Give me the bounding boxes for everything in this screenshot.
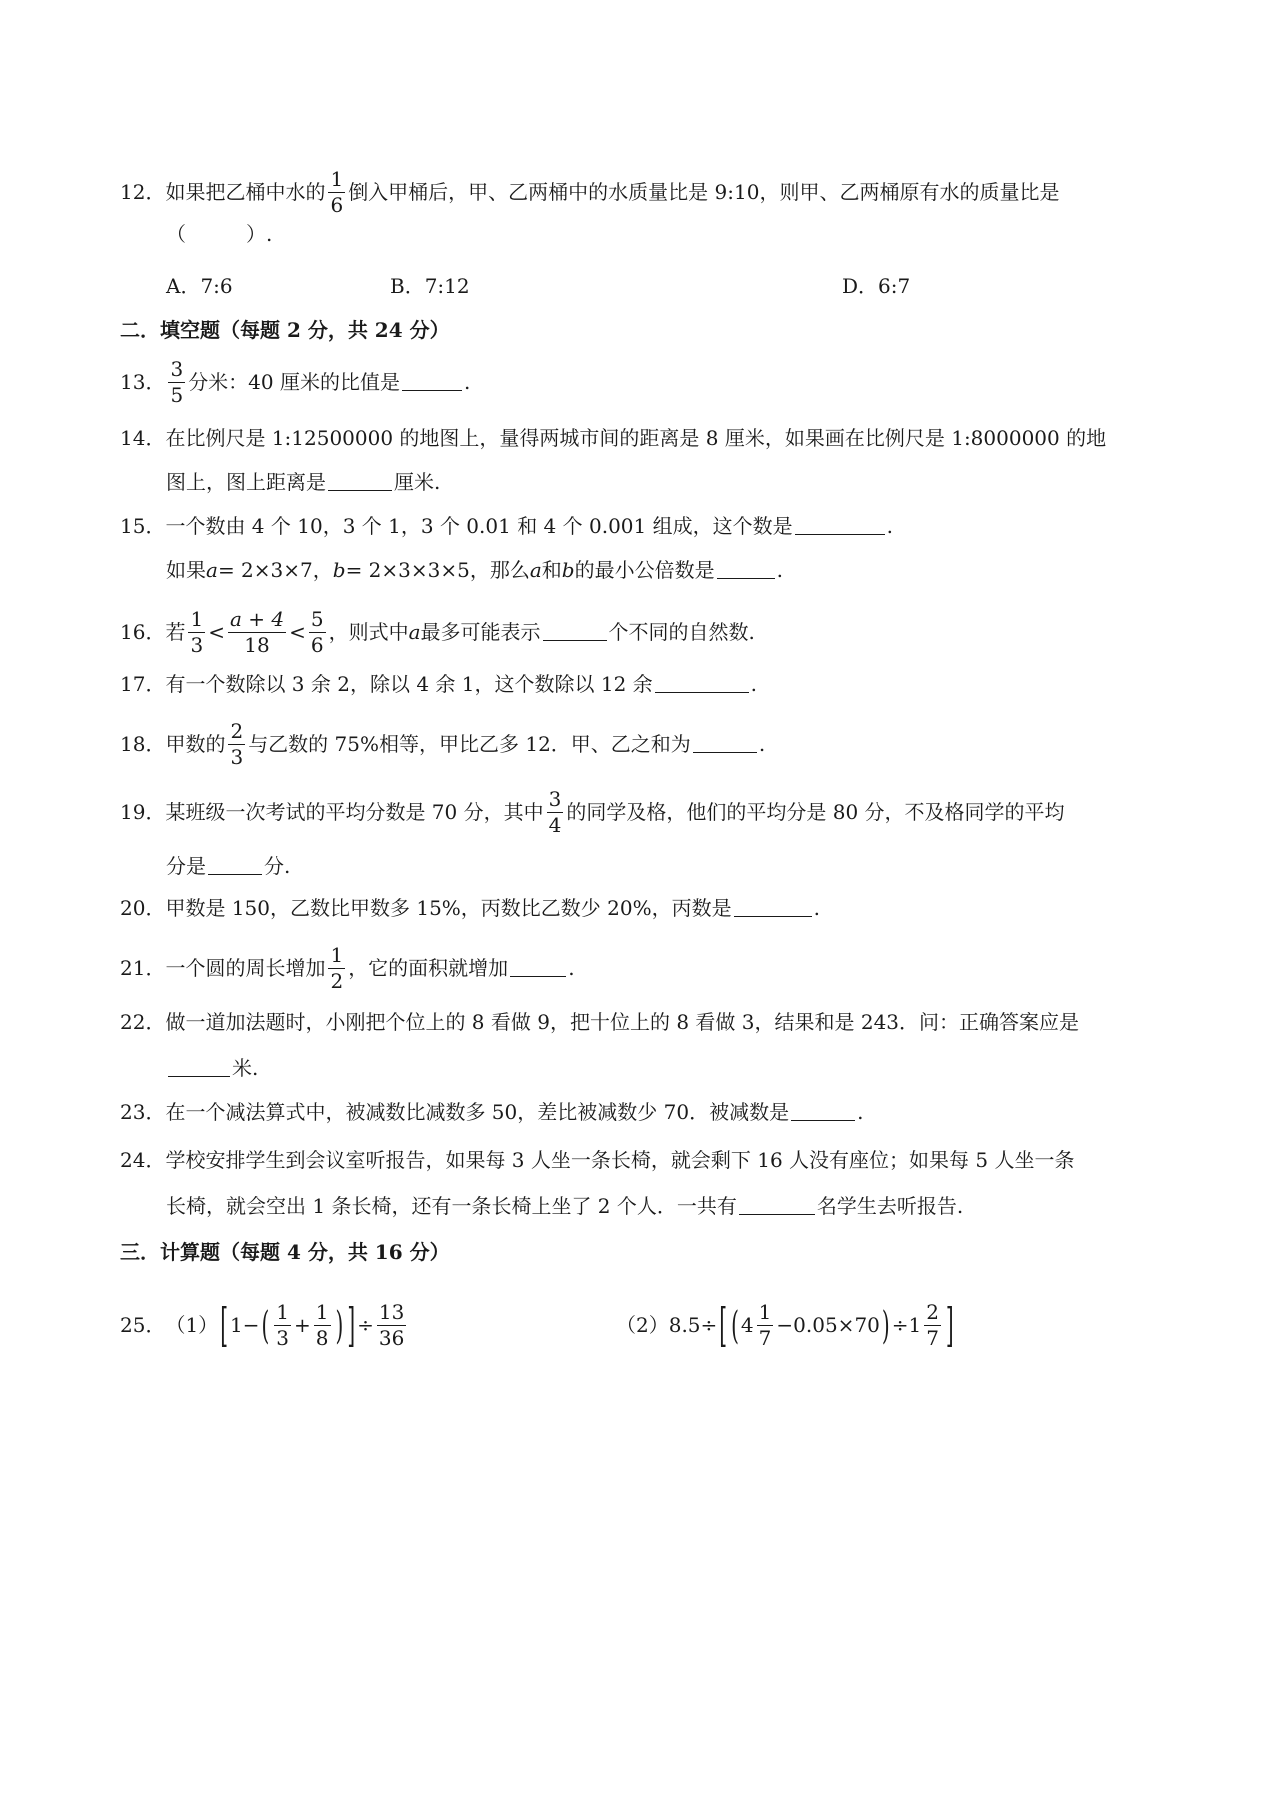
question-13 xyxy=(120,350,470,414)
question-text: ，它的面积就增加 xyxy=(348,956,509,980)
question-text: 如果 xyxy=(166,558,206,582)
fraction xyxy=(924,1299,941,1350)
numerator: 1 xyxy=(276,1299,290,1324)
question-number: 19． xyxy=(120,800,166,824)
question-end: . xyxy=(886,514,893,538)
answer-blank[interactable] xyxy=(655,691,749,693)
denominator: 3 xyxy=(276,1325,290,1350)
equation-b: = 2×3×3×5，那么 xyxy=(345,558,530,582)
question-text: 在一个减法算式中，被减数比减数多 50，差比被减数少 70．被减数是 xyxy=(165,1100,790,1124)
variable-a: a xyxy=(206,558,218,582)
question-text: 在比例尺是 1:12500000 的地图上，量得两城市间的距离是 8 厘米，如果画在比例尺是 1:8000000 的地 xyxy=(165,426,1107,450)
question-number: 16． xyxy=(120,620,166,644)
question-text: 与乙数的 75%相等，甲比乙多 12．甲、乙之和为 xyxy=(248,732,691,756)
numerator: 3 xyxy=(548,786,562,811)
question-text: 最多可能表示 xyxy=(420,620,541,644)
question-number: 20． xyxy=(120,896,166,920)
section-title: 三．计算题（每题 4 分，共 16 分） xyxy=(120,1240,450,1264)
question-end: . xyxy=(750,672,758,696)
equation-a: = 2×3×7， xyxy=(217,558,333,582)
right-bracket: ] xyxy=(945,1297,954,1353)
answer-blank[interactable] xyxy=(739,1213,815,1215)
question-text: 长椅，就会空出 1 条长椅，还有一条长椅上坐了 2 个人．一共有 xyxy=(166,1194,737,1218)
numerator: 13 xyxy=(378,1299,405,1324)
question-text: 厘米. xyxy=(394,470,441,494)
answer-blank[interactable] xyxy=(791,1119,855,1121)
question-text: 学校安排学生到会议室听报告，如果每 3 人坐一条长椅，就会剩下 16 人没有座位；如果每 5 人坐一条 xyxy=(165,1148,1075,1172)
question-22-line-2 xyxy=(166,1048,258,1088)
question-24 xyxy=(120,1140,1075,1180)
question-number: 23． xyxy=(120,1100,166,1124)
fraction xyxy=(328,942,345,993)
expression: 1− xyxy=(230,1313,260,1337)
question-end: . xyxy=(857,1100,864,1124)
question-number: 12． xyxy=(120,180,166,204)
denominator: 7 xyxy=(758,1325,772,1350)
less-than: < xyxy=(289,620,306,644)
question-number: 17． xyxy=(120,672,166,696)
option-a xyxy=(166,266,233,306)
question-14 xyxy=(120,418,1106,458)
fraction xyxy=(328,166,345,217)
numerator: 1 xyxy=(330,942,344,967)
option-b-text: B．7:12 xyxy=(390,274,470,298)
question-number: 13． xyxy=(120,370,166,394)
denominator: 4 xyxy=(548,812,562,837)
numerator: 5 xyxy=(310,606,324,631)
divide-sign: ÷ xyxy=(357,1313,374,1337)
question-15 xyxy=(120,506,893,546)
numerator: 2 xyxy=(926,1299,939,1324)
option-d xyxy=(842,266,910,306)
section-title-fill-in xyxy=(120,310,450,350)
answer-blank[interactable] xyxy=(734,915,812,917)
less-than: < xyxy=(208,620,225,644)
fraction xyxy=(309,606,326,657)
answer-blank[interactable] xyxy=(693,751,757,753)
question-15-line-2 xyxy=(166,550,783,590)
question-number: 22． xyxy=(120,1010,166,1034)
question-text: 甲数是 150，乙数比甲数多 15%，丙数比乙数少 20%，丙数是 xyxy=(165,896,732,920)
section-title: 二．填空题（每题 2 分，共 24 分） xyxy=(120,318,450,342)
question-22 xyxy=(120,1002,1079,1042)
left-bracket: [ xyxy=(719,1297,728,1353)
question-text: 名学生去听报告. xyxy=(816,1194,964,1218)
answer-blank[interactable] xyxy=(543,639,607,641)
numerator: 1 xyxy=(330,166,344,191)
answer-blank[interactable] xyxy=(402,389,462,391)
right-paren: ) xyxy=(335,1302,344,1348)
denominator: 3 xyxy=(190,632,204,657)
question-end: . xyxy=(568,956,575,980)
question-19 xyxy=(120,780,1065,844)
answer-blank[interactable] xyxy=(717,577,775,579)
variable-b: b xyxy=(332,558,346,582)
fraction xyxy=(228,718,245,769)
question-end: . xyxy=(813,896,820,920)
question-text: 个不同的自然数. xyxy=(608,620,755,644)
numerator: 2 xyxy=(230,718,244,743)
variable-a: a xyxy=(408,620,421,644)
question-text: 甲数的 xyxy=(165,732,226,756)
answer-blank[interactable] xyxy=(328,489,392,491)
fraction xyxy=(188,606,205,657)
variable-a: a xyxy=(529,558,542,582)
question-24-line-2 xyxy=(166,1186,963,1226)
expression: −0.05×70 xyxy=(776,1313,880,1337)
question-text: 的最小公倍数是 xyxy=(574,558,715,582)
question-text: 分是 xyxy=(166,854,206,878)
question-text: 分. xyxy=(264,854,291,878)
numerator: 1 xyxy=(758,1299,772,1324)
question-end: . xyxy=(758,732,766,756)
numerator: 1 xyxy=(190,606,204,631)
numerator: a + 4 xyxy=(229,606,285,631)
answer-blank[interactable] xyxy=(208,873,262,875)
variable-b: b xyxy=(561,558,575,582)
denominator: 7 xyxy=(926,1325,939,1350)
fraction xyxy=(274,1299,291,1350)
fraction xyxy=(757,1299,774,1350)
question-16 xyxy=(120,600,755,664)
question-17 xyxy=(120,664,757,704)
section-title-calculation xyxy=(120,1232,450,1272)
fraction xyxy=(228,606,286,657)
left-paren: ( xyxy=(731,1302,739,1348)
question-number: 15． xyxy=(120,514,166,538)
fraction xyxy=(314,1299,331,1350)
fraction xyxy=(168,356,185,407)
question-end: . xyxy=(464,370,471,394)
question-text: 倒入甲桶后，甲、乙两桶中的水质量比是 9:10，则甲、乙两桶原有水的质量比是 xyxy=(348,180,1060,204)
fraction xyxy=(547,786,564,837)
denominator: 3 xyxy=(230,744,244,769)
question-text: 有一个数除以 3 余 2，除以 4 余 1，这个数除以 12 余 xyxy=(165,672,653,696)
question-14-line-2 xyxy=(166,462,440,502)
denominator: 8 xyxy=(315,1325,329,1350)
question-18 xyxy=(120,712,765,776)
option-d-text: D．6:7 xyxy=(842,274,911,298)
question-number: 24． xyxy=(120,1148,166,1172)
denominator: 36 xyxy=(378,1325,405,1350)
question-19-line-2 xyxy=(166,846,290,886)
right-paren: ) xyxy=(881,1302,890,1348)
question-23 xyxy=(120,1092,863,1132)
denominator: 6 xyxy=(310,632,324,657)
sub-question-label: （2）8.5÷ xyxy=(616,1313,718,1337)
question-25-part-2 xyxy=(616,1285,956,1365)
question-text: 如果把乙桶中水的 xyxy=(165,180,326,204)
numerator: 3 xyxy=(170,356,184,381)
answer-blank[interactable] xyxy=(795,533,885,535)
denominator: 2 xyxy=(330,968,344,993)
expression: ÷1 xyxy=(891,1313,922,1337)
question-text: 的同学及格，他们的平均分是 80 分，不及格同学的平均 xyxy=(566,800,1065,824)
question-text: ，则式中 xyxy=(328,620,409,644)
question-text: 图上，图上距离是 xyxy=(166,470,326,494)
answer-blank[interactable] xyxy=(168,1075,230,1077)
sub-question-label: （1） xyxy=(165,1313,219,1337)
left-bracket: [ xyxy=(220,1297,228,1353)
denominator: 6 xyxy=(330,192,344,217)
answer-paren: （ ）. xyxy=(166,222,273,246)
question-number: 25． xyxy=(120,1313,166,1337)
question-text: 做一道加法题时，小刚把个位上的 8 看做 9，把十位上的 8 看做 3，结果和是 243．问：正确答案应是 xyxy=(165,1010,1080,1034)
option-a-text: A．7:6 xyxy=(166,274,233,298)
denominator: 5 xyxy=(170,382,184,407)
question-text: 一个数由 4 个 10，3 个 1，3 个 0.01 和 4 个 0.001 组成，这个数是 xyxy=(165,514,793,538)
question-text: 某班级一次考试的平均分数是 70 分，其中 xyxy=(165,800,544,824)
question-text: 一个圆的周长增加 xyxy=(165,956,326,980)
question-text: 和 xyxy=(541,558,562,582)
question-number: 14． xyxy=(120,426,166,450)
question-text: 分米：40 厘米的比值是 xyxy=(188,370,400,394)
option-b xyxy=(390,266,470,306)
whole-number: 4 xyxy=(740,1313,754,1337)
question-25 xyxy=(120,1285,409,1365)
question-21 xyxy=(120,936,575,1000)
answer-blank[interactable] xyxy=(510,975,566,977)
question-number: 21． xyxy=(120,956,166,980)
question-text: 若 xyxy=(165,620,186,644)
question-text: 米. xyxy=(232,1056,259,1080)
numerator: 1 xyxy=(315,1299,329,1324)
plus-sign: + xyxy=(294,1313,311,1337)
question-end: . xyxy=(776,558,783,582)
question-number: 18． xyxy=(120,732,166,756)
left-paren: ( xyxy=(261,1302,270,1348)
denominator: 18 xyxy=(244,632,270,657)
question-12-answer-paren xyxy=(166,214,272,254)
fraction xyxy=(377,1299,406,1350)
right-bracket: ] xyxy=(347,1297,356,1353)
question-20 xyxy=(120,888,820,928)
